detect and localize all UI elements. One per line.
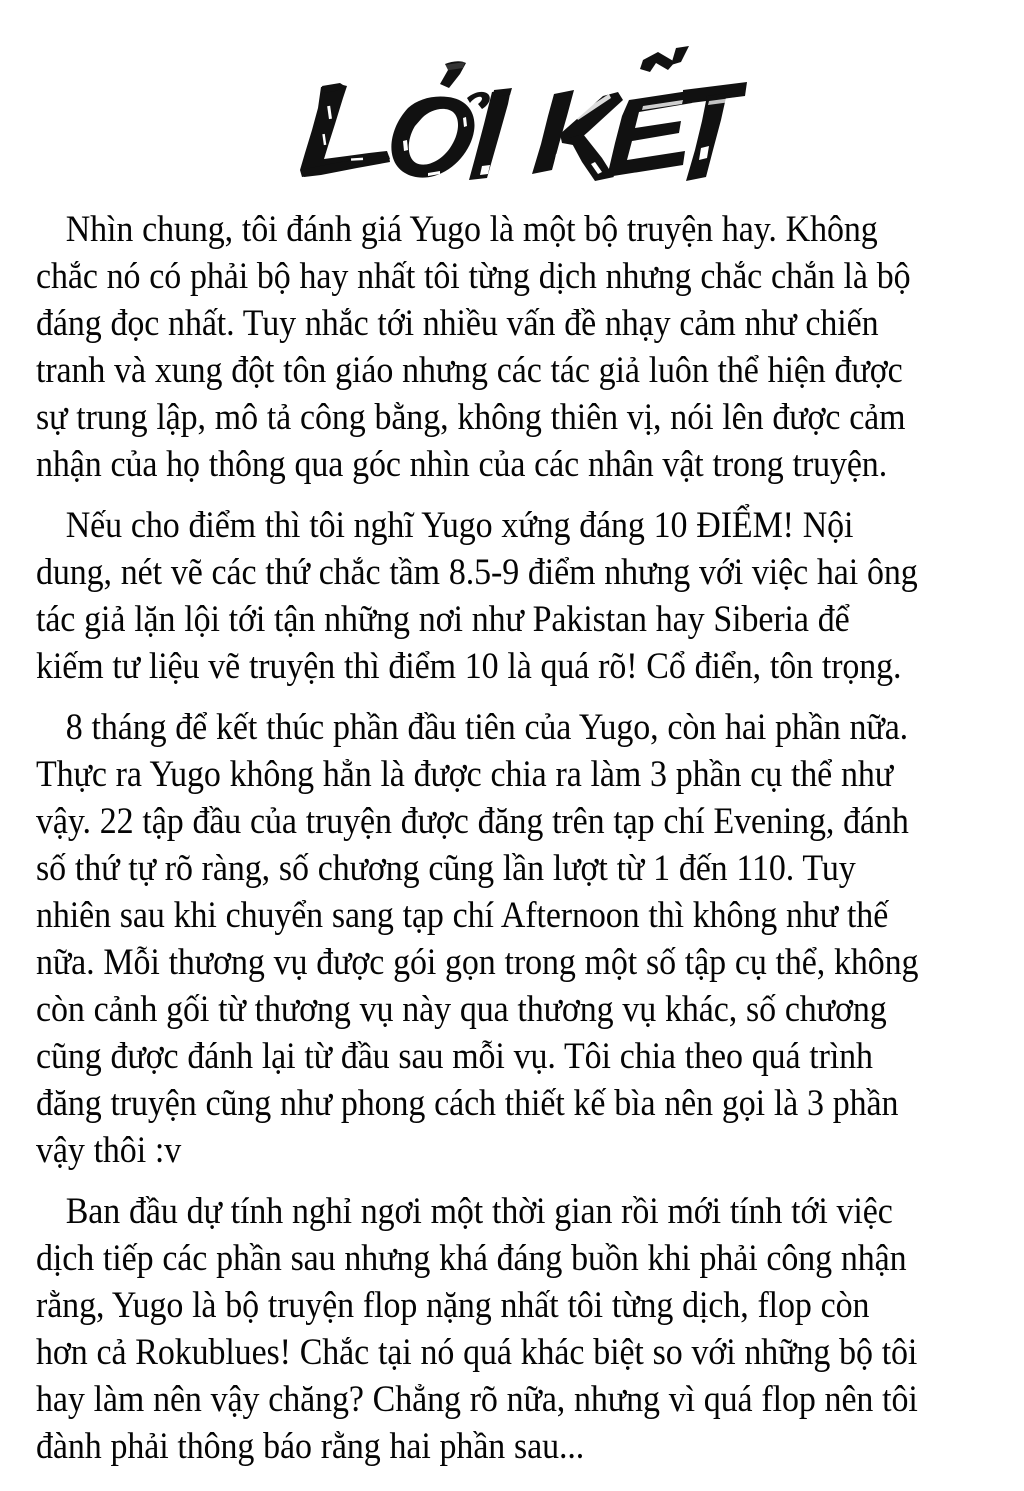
paragraph-4: Ban đầu dự tính nghỉ ngơi một thời gian rồi mới tính tới việc dịch tiếp các phần sau nhưng khá đáng buồn khi phải công nhận rằng, Yugo là bộ truyện flop nặng nhất tôi từng dịch, flop còn hơn cả Rokublues! Chắc tại nó quá khác biệt so với những bộ tôi hay làm nên vậy chăng? Chẳng rõ nữa, nhưng vì quá flop nên tôi đành phải thông báo rằng hai phần sau... [36,1190,918,1466]
page-title-brush-artwork [277,46,747,196]
article-body [36,205,992,1469]
paragraph-2: Nếu cho điểm thì tôi nghĩ Yugo xứng đáng 10 ĐIỂM! Nội dung, nét vẽ các thứ chắc tầm 8.5-9 điểm nhưng với việc hai ông tác giả lặn lội tới tận những nơi như Pakistan hay Siberia để kiếm tư liệu vẽ truyện thì điểm 10 là quá rõ! Cổ điển, tôn trọng. [36,504,918,686]
page-title [0,46,1024,196]
paragraph-3: 8 tháng để kết thúc phần đầu tiên của Yugo, còn hai phần nữa. Thực ra Yugo không hẳn là được chia ra làm 3 phần cụ thể như vậy. 22 tập đầu của truyện được đăng trên tạp chí Evening, đánh số thứ tự rõ ràng, số chương cũng lần lượt từ 1 đến 110. Tuy nhiên sau khi chuyển sang tạp chí Afternoon thì không như thế nữa. Mỗi thương vụ được gói gọn trong một số tập cụ thể, không còn cảnh gối từ thương vụ này qua thương vụ khác, số chương cũng được đánh lại từ đầu sau mỗi vụ. Tôi chia theo quá trình đăng truyện cũng như phong cách thiết kế bìa nên gọi là 3 phần vậy thôi :v [36,706,919,1170]
paragraph-1: Nhìn chung, tôi đánh giá Yugo là một bộ truyện hay. Không chắc nó có phải bộ hay nhất tôi từng dịch nhưng chắc chắn là bộ đáng đọc nhất. Tuy nhắc tới nhiều vấn đề nhạy cảm như chiến tranh và xung đột tôn giáo nhưng các tác giả luôn thể hiện được sự trung lập, mô tả công bằng, không thiên vị, nói lên được cảm nhận của họ thông qua góc nhìn của các nhân vật trong truyện. [36,208,911,484]
